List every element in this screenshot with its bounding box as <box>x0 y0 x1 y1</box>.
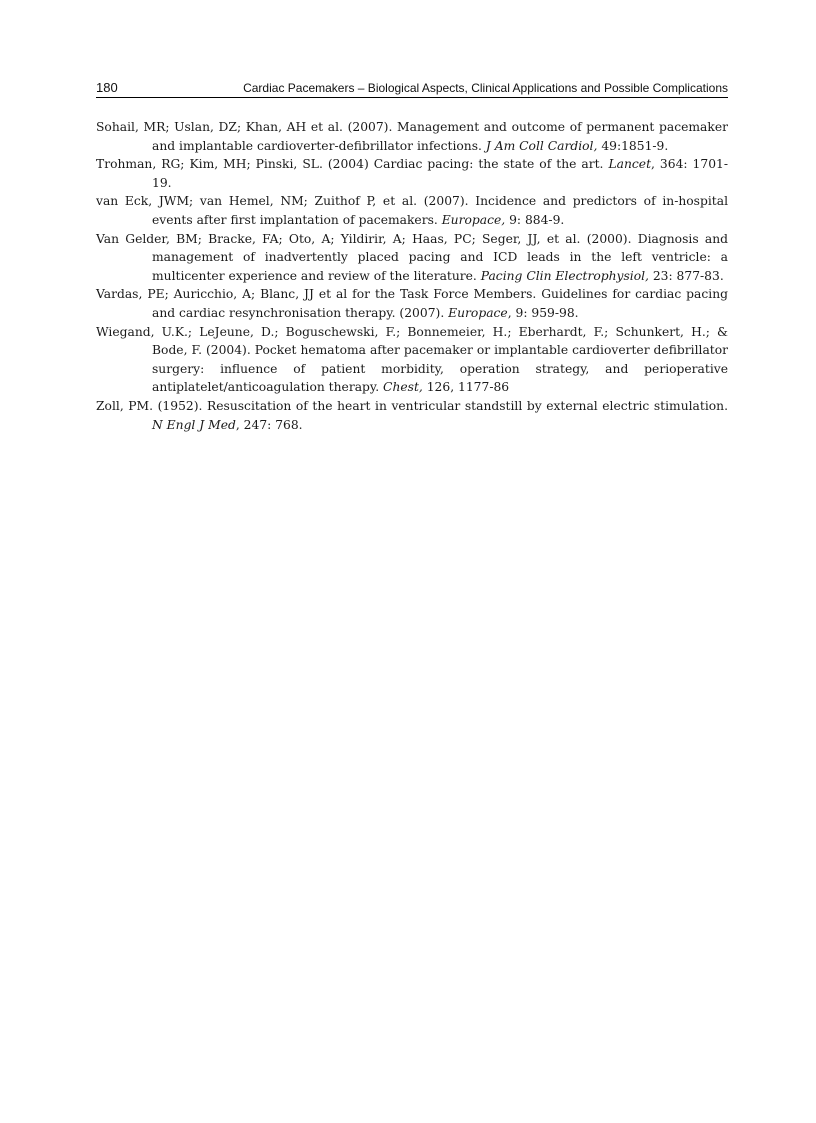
reference-text: , 247: 768. <box>235 417 303 432</box>
reference-text: Wiegand, U.K.; LeJeune, D.; Boguschewski, F.; Bonnemeier, H.; Eberhardt, F.; Schunkert, H.; & Bode, F. (2004). Pocket hematoma after pacemaker or implantable cardioverter defibrillator surgery: influence of patient morbidity, operation strategy, and perioperative antiplatelet/anticoagulation therapy. <box>96 324 728 395</box>
reference-item <box>96 323 728 397</box>
reference-journal: Europace <box>448 305 508 320</box>
reference-text: 23: 877-83. <box>648 268 724 283</box>
reference-text: Trohman, RG; Kim, MH; Pinski, SL. (2004) Cardiac pacing: the state of the art. <box>96 157 609 172</box>
page <box>96 80 728 434</box>
reference-journal: Pacing Clin Electrophysiol, <box>480 268 649 283</box>
reference-text: 126, 1177-86 <box>422 380 510 395</box>
reference-text: 49:1851-9. <box>597 138 669 153</box>
reference-text: Vardas, PE; Auricchio, A; Blanc, JJ et al for the Task Force Members. Guidelines for cardiac pacing and cardiac resynchronisation therapy. (2007). <box>96 287 728 320</box>
reference-item <box>96 118 728 155</box>
reference-journal: Lancet <box>608 157 652 172</box>
reference-text: 9: 884-9. <box>505 212 565 227</box>
reference-text: Van Gelder, BM; Bracke, FA; Oto, A; Yildirir, A; Haas, PC; Seger, JJ, et al. (2000). Diagnosis and management of inadvertently placed pacing and ICD leads in the left ventricle: a multicenter experience and review of the literature. <box>96 231 728 283</box>
reference-item <box>96 192 728 229</box>
reference-text: Sohail, MR; Uslan, DZ; Khan, AH et al. (2007). Management and outcome of permanent pacemaker and implantable cardioverter-defibrillator infections. <box>96 120 728 153</box>
running-header <box>96 80 728 98</box>
reference-item <box>96 230 728 286</box>
reference-journal: Europace, <box>441 212 506 227</box>
reference-journal: J Am Coll Cardiol, <box>485 138 598 153</box>
reference-text: Zoll, PM. (1952). Resuscitation of the heart in ventricular standstill by external electric stimulation. <box>96 398 728 413</box>
reference-journal: Chest, <box>383 380 423 395</box>
reference-text: van Eck, JWM; van Hemel, NM; Zuithof P, et al. (2007). Incidence and predictors of in-hospital events after first implantation of pacemakers. <box>96 194 728 227</box>
reference-item <box>96 285 728 322</box>
page-number: 180 <box>96 80 118 95</box>
reference-journal: N Engl J Med <box>152 417 236 432</box>
reference-item <box>96 397 728 434</box>
reference-text: , 364: 1701-19. <box>152 157 728 190</box>
reference-item <box>96 155 728 192</box>
running-title: Cardiac Pacemakers – Biological Aspects, Clinical Applications and Possible Complications <box>243 81 728 95</box>
reference-list <box>96 118 728 434</box>
reference-text: , 9: 959-98. <box>507 305 579 320</box>
